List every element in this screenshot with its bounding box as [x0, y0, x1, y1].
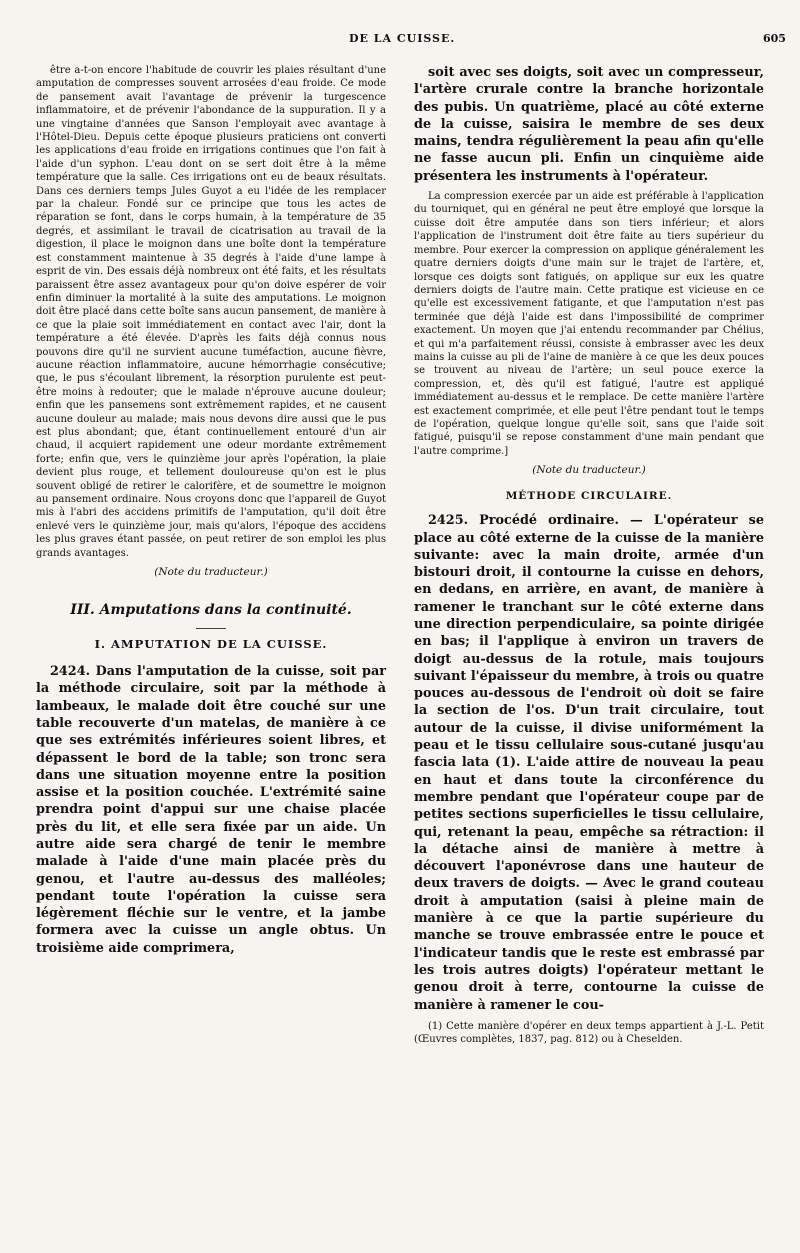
- section-heading: III. Amputations dans la continuité.: [70, 602, 352, 619]
- left-column: [36, 64, 386, 962]
- footnote: (1) Cette manière d'opérer en deux temps appartient à J.-L. Petit (Œuvres complètes, 1837, pag. 812) ou à Cheselden.: [414, 1020, 764, 1045]
- right-column: [414, 64, 764, 1051]
- translator-note: La compression exercée par un aide est préférable à l'application du tourniquet, qui en général ne peut être employé que lorsque la cuisse doit être amputée dans son tiers inférieur; et alors l'application de l'instrument doit être faite au tiers supérieur du membre. Pour exercer la compression on applique généralement les quatre derniers doigts d'une main sur le trajet de l'artère, et, lorsque ces doigts sont fatigués, on applique sur eux les quatre derniers doigts de l'autre main. Cette pratique est vicieuse en ce qu'elle est excessivement fatigante, et que l'amputation n'est pas terminée que déjà l'aide est dans l'impossibilité de comprimer exactement. Un moyen que j'ai entendu recommander par Chélius, et qui m'a parfaitement réussi, consiste à embrasser avec les deux mains la cuisse au pli de l'aine de manière à ce que les deux pouces se trouvent au niveau de l'artère; un seul pouce exerce la compression, et, dès qu'il est fatigué, l'autre est appliqué immédiatement au-dessus et le remplace. De cette manière l'artère est exactement comprimée, et elle peut l'être pendant tout le temps de l'opération, quelque longue qu'elle soit, sans que l'aide soit fatigué, puisqu'il se repose constamment d'une main pendant que l'autre comprime.]: [414, 191, 764, 457]
- subsection-heading: I. AMPUTATION DE LA CUISSE.: [94, 637, 328, 652]
- paragraph-continuation: soit avec ses doigts, soit avec un compresseur, l'artère crurale contre la branche horizontale des pubis. Un quatrième, placé au côté externe de la cuisse, saisira le membre de ses deux mains, tendra régulièrement la peau afin qu'elle ne fasse aucun pli. Enfin un cinquième aide présentera les instruments à l'opérateur.: [414, 65, 764, 184]
- note-signature: (Note du traducteur.): [532, 464, 646, 477]
- divider: [196, 628, 226, 629]
- paragraph-2424: 2424. Dans l'amputation de la cuisse, soit par la méthode circulaire, soit par la méthode à lambeaux, le malade doit être couché sur une table recouverte d'un matelas, de manière à ce que ses extrémités inférieures soient libres, et dépassent le bord de la table; son tronc sera dans une situation moyenne entre la position assise et la position couchée. L'extrémité saine prendra point d'appui sur une chaise placée près du lit, et elle sera fixée par un aide. Un autre aide sera chargé de tenir le membre malade à l'aide d'une main placée près du genou, et l'autre au-dessus des malléoles; pendant toute l'opération la cuisse sera légèrement fléchie sur le ventre, et la jambe formera avec la cuisse un angle obtus. Un troisième aide comprimera,: [36, 664, 386, 956]
- note-signature: (Note du traducteur.): [154, 566, 268, 579]
- page-number: 605: [763, 32, 786, 45]
- translator-note: être a-t-on encore l'habitude de couvrir les plaies résultant d'une amputation de compresses souvent arrosées d'eau froide. Ce mode de pansement avait l'avantage de prévenir la turgescence inflammatoire, et de prévenir l'abondance de la suppuration. Il y a une vingtaine d'années que Sanson l'employait avec avantage à l'Hôtel-Dieu. Depuis cette époque plusieurs praticiens ont converti les applications d'eau froide en irrigations continues que l'on fait à l'aide d'un syphon. L'eau dont on se sert doit être à la même température que la salle. Ces irrigations ont eu de beaux résultats. Dans ces derniers temps Jules Guyot a eu l'idée de les remplacer par la chaleur. Fondé sur ce principe que tous les actes de réparation se font, dans le corps humain, à la température de 35 degrés, et assimilant le travail de cicatrisation au travail de la digestion, il place le moignon dans une boîte dont la température est constamment maintenue à 35 degrés à l'aide d'une lampe à esprit de vin. Des essais déjà nombreux ont été faits, et les résultats paraissent être assez avantageux pour qu'on doive espérer de voir enfin diminuer la mortalité à la suite des amputations. Le moignon doit être placé dans cette boîte sans aucun pansement, de manière à ce que la plaie soit immédiatement en contact avec l'air, dont la température a été élevée. D'après les faits déjà connus nous pouvons dire qu'il ne survient aucune tuméfaction, aucune fièvre, aucune réaction inflammatoire, aucune hémorrhagie consécutive; que, le pus s'écoulant librement, la résorption purulente est peut-être moins à redouter; que le malade n'éprouve aucune douleur; enfin que les pansemens sont extrêmement rapides, et ne causent aucune douleur au malade; mais nous devons dire aussi que le pus est plus abondant; que, étant continuellement entouré d'un air chaud, il acquiert rapidement une odeur mordante extrêmement forte; enfin que, vers le quinzième jour après l'opération, la plaie devient plus rouge, et tellement douloureuse qu'on est le plus souvent obligé de retirer le calorifère, et de soumettre le moignon au pansement ordinaire. Nous croyons donc que l'appareil de Guyot mis à l'abri des accidens primitifs de l'amputation, qu'il doit être enlevé vers le quinzième jour, mais qu'alors, l'époque des accidens les plus graves étant passée, on peut retirer de son emploi les plus grands avantages.: [36, 65, 386, 559]
- paragraph-2425: 2425. Procédé ordinaire. — L'opérateur se place au côté externe de la cuisse de la manière suivante: avec la main droite, armée d'un bistouri droit, il contourne la cuisse en dehors, en dedans, en arrière, en avant, de manière à ramener le tranchant sur le côté externe dans une direction perpendiculaire, sa pointe dirigée en bas; il l'applique à environ un travers de doigt au-dessus de la rotule, mais toujours suivant l'épaisseur du membre, à trois ou quatre pouces au-dessous de l'endroit où doit se faire la section de l'os. D'un trait circulaire, tout autour de la cuisse, il divise uniformément la peau et le tissu cellulaire sous-cutané jusqu'au fascia lata (1). L'aide attire de nouveau la peau en haut et dans toute la circonférence du membre pendant que l'opérateur coupe par de petites sections superficielles le tissu cellulaire, qui, retenant la peau, empêche sa rétraction: il la détache ainsi de manière à mettre à découvert l'aponévrose dans une hauteur de deux travers de doigts. — Avec le grand couteau droit à amputation (saisi à pleine main de manière à ce que la partie supérieure du manche se trouve embrassée entre le pouce et l'indicateur tandis que le reste est embrassé par les trois autres doigts) l'opérateur mettant le genou droit à terre, contourne la cuisse de manière à ramener le cou-: [414, 513, 764, 1013]
- running-header: [0, 32, 800, 52]
- header-title: DE LA CUISSE.: [349, 32, 456, 45]
- method-heading: MÉTHODE CIRCULAIRE.: [505, 490, 673, 503]
